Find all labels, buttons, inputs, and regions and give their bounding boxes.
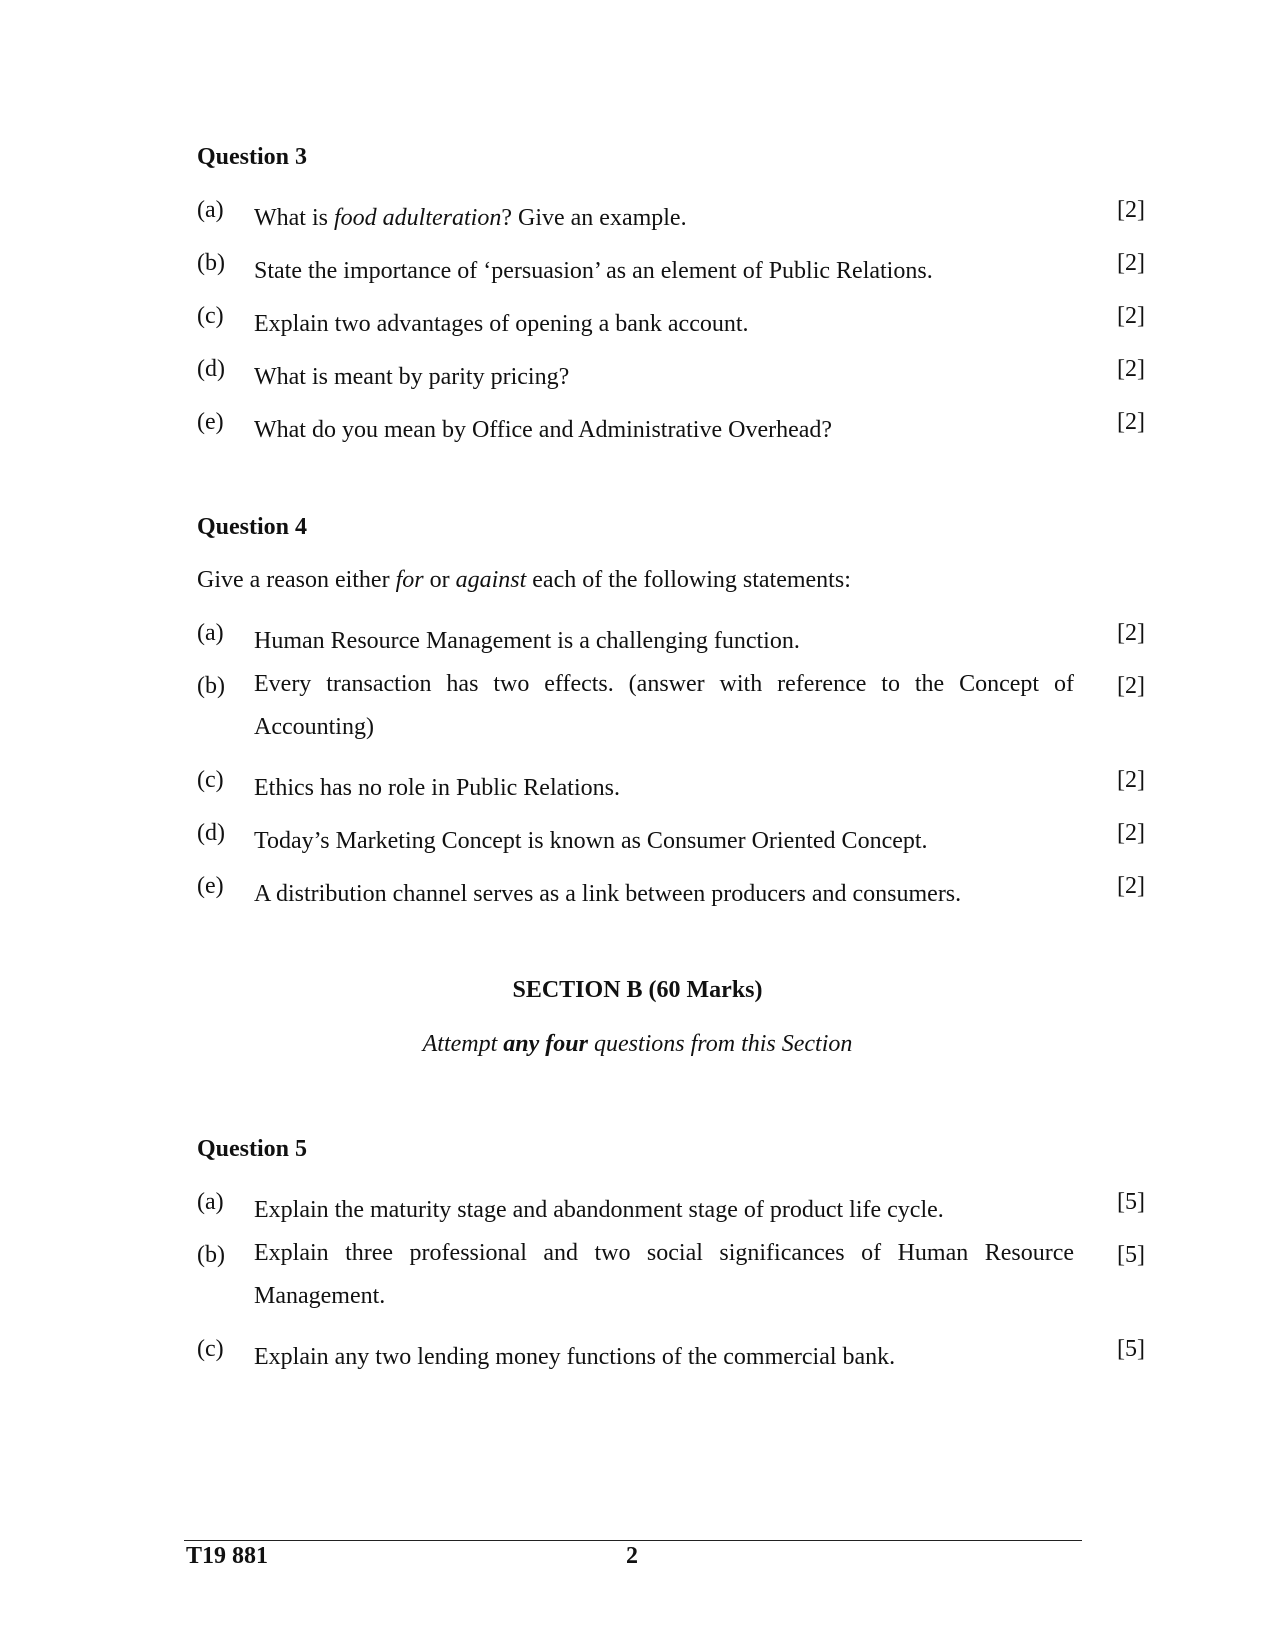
section-b-instruction: Attempt any four questions from this Section [422, 1031, 853, 1057]
item-text: What do you mean by Office and Administrative Overhead? [254, 417, 833, 443]
section-b-title: SECTION B (60 Marks) [512, 977, 763, 1003]
item-label: (c) [197, 767, 224, 793]
item-text: Human Resource Management is a challenging function. [254, 628, 800, 654]
item-text: Explain three professional and two social significances of Human Resource Management. [254, 1240, 1074, 1309]
item-label: (e) [197, 873, 224, 899]
item-text: A distribution channel serves as a link between producers and consumers. [254, 881, 962, 907]
item-text: State the importance of ‘persuasion’ as an element of Public Relations. [254, 258, 933, 284]
footer-rule [184, 1540, 1082, 1541]
item-marks: [2] [1117, 303, 1145, 329]
item-text: Explain the maturity stage and abandonment stage of product life cycle. [254, 1197, 944, 1223]
item-marks: [2] [1117, 873, 1145, 899]
item-marks: [2] [1117, 250, 1145, 276]
question-4-instruction: Give a reason either for or against each of the following statements: [197, 567, 851, 593]
item-marks: [2] [1117, 409, 1145, 435]
question-3-title: Question 3 [197, 144, 308, 170]
item-text: Ethics has no role in Public Relations. [254, 775, 620, 801]
item-label: (d) [197, 820, 225, 846]
item-label: (a) [197, 197, 224, 223]
item-text: What is food adulteration? Give an example. [254, 205, 687, 231]
question-4-title: Question 4 [197, 514, 308, 540]
item-label: (d) [197, 356, 225, 382]
item-label: (a) [197, 620, 224, 646]
item-marks: [2] [1117, 197, 1145, 223]
item-label: (b) [197, 250, 225, 276]
item-marks: [5] [1117, 1189, 1145, 1215]
item-label: (c) [197, 303, 224, 329]
item-text: Explain two advantages of opening a bank account. [254, 311, 749, 337]
item-marks: [2] [1117, 673, 1145, 699]
item-text: Explain any two lending money functions of the commercial bank. [254, 1344, 896, 1370]
page-number: 2 [626, 1543, 638, 1569]
item-marks: [2] [1117, 767, 1145, 793]
item-marks: [2] [1117, 820, 1145, 846]
item-label: (c) [197, 1336, 224, 1362]
item-label: (b) [197, 1242, 225, 1268]
item-label: (b) [197, 673, 225, 699]
item-label: (e) [197, 409, 224, 435]
item-text: Today’s Marketing Concept is known as Consumer Oriented Concept. [254, 828, 928, 854]
item-marks: [2] [1117, 620, 1145, 646]
item-text: Every transaction has two effects. (answer with reference to the Concept of Accounting) [254, 671, 1074, 740]
item-marks: [5] [1117, 1242, 1145, 1268]
item-marks: [5] [1117, 1336, 1145, 1362]
item-label: (a) [197, 1189, 224, 1215]
question-5-title: Question 5 [197, 1136, 308, 1162]
paper-code: T19 881 [186, 1543, 269, 1569]
item-text: What is meant by parity pricing? [254, 364, 570, 390]
item-marks: [2] [1117, 356, 1145, 382]
